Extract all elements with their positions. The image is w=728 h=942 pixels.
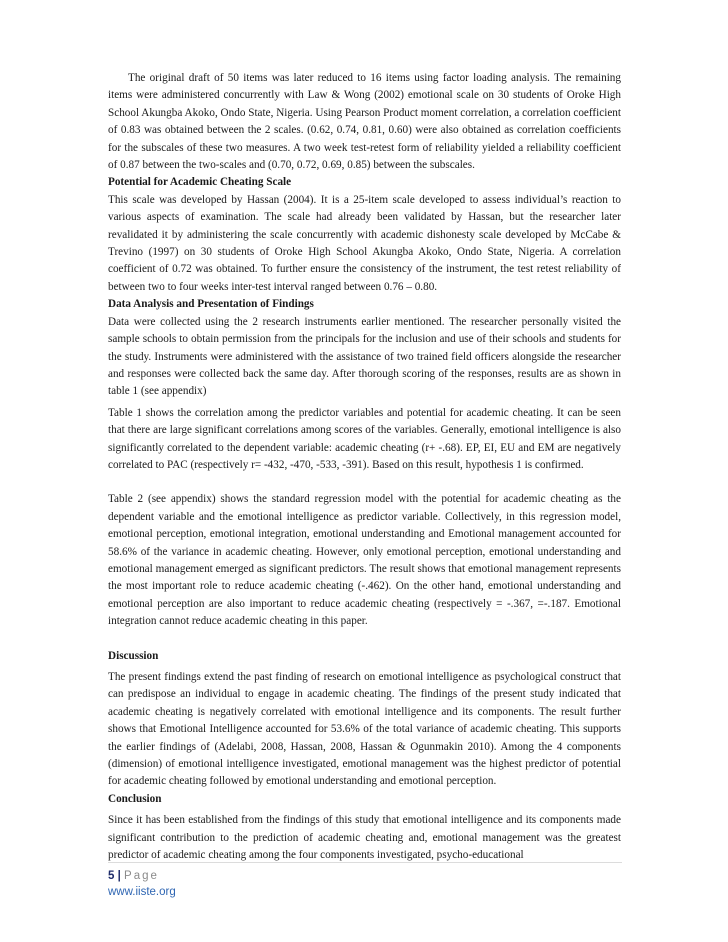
heading-discussion: Discussion: [108, 649, 159, 662]
page-number: 5: [108, 870, 115, 882]
heading-data-analysis: Data Analysis and Presentation of Findings: [108, 298, 314, 311]
heading-academic-cheating-scale: Potential for Academic Cheating Scale: [108, 176, 292, 189]
article-body: [108, 70, 621, 864]
paragraph-pace-scale: This scale was developed by Hassan (2004). It is a 25-item scale developed to assess individual’s reaction to various aspects of examination. The scale had already been validated by Hassan, but the researcher later revalidated it by administering the scale concurrently with academic dishonesty scale developed by McCabe & Trevino (1997) on 30 students of Oroke High School Akungba Akoko, Ondo State, Nigeria. A correlation coefficient of 0.72 was obtained. To further ensure the consistency of the instrument, the test retest reliability of between two to four weeks inter-test interval ranged between 0.76 – 0.80.: [108, 193, 621, 293]
page-indicator: [108, 868, 176, 884]
heading-conclusion: Conclusion: [108, 792, 162, 805]
footer-separator: |: [117, 870, 121, 882]
website-link[interactable]: www.iiste.org: [108, 886, 176, 898]
paragraph-scale-reduction: The original draft of 50 items was later reduced to 16 items using factor loading analysis. The remaining items were administered concurrently with Law & Wong (2002) emotional scale on 30 students of Oroke High School Akungba Akoko, Ondo State, Nigeria. Using Pearson Product moment correlation, a correlation coefficient of 0.83 was obtained between the 2 scales. (0.62, 0.74, 0.81, 0.60) were also obtained as correlation coefficients for the subscales of these two measures. A two week test-retest form of reliability yielded a reliability coefficient of 0.87 between the two-scales and (0.70, 0.72, 0.69, 0.85) between the subscales.: [108, 72, 621, 172]
page-label: Page: [124, 870, 159, 882]
paragraph-table1-results: Table 1 shows the correlation among the predictor variables and potential for academic cheating. It can be seen that there are large significant correlations among scores of the variables. Generally, emotional intelligence is also significantly correlated to the dependent variable: academic cheating (r+ -.68). EP, EI, EU and EM are negatively correlated to PAC (respectively r= -432, -470, -533, -391). Based on this result, hypothesis 1 is confirmed.: [108, 406, 621, 471]
paragraph-data-collection: Data were collected using the 2 research instruments earlier mentioned. The researcher personally visited the sample schools to obtain permission from the principals for the inclusion and use of their schools and students for the study. Instruments were administered with the assistance of two trained field officers alongside the researcher and responses were collected back the same day. After thorough scoring of the responses, results are as shown in table 1 (see appendix): [108, 315, 621, 398]
page-footer: [108, 868, 176, 900]
paragraph-discussion: The present findings extend the past finding of research on emotional intelligence as psychological construct that can predispose an individual to engage in academic cheating. The findings of the present study indicated that academic cheating is negatively correlated with emotional intelligence and its components. The result further shows that Emotional Intelligence accounted for 53.6% of the total variance of academic cheating. This supports the earlier findings of (Adelabi, 2008, Hassan, 2008, Hassan & Ogunmakin 2010). Among the 4 components (dimension) of emotional intelligence investigated, emotional management was the highest predictor of potential for academic cheating followed by emotional understanding and emotional perception.: [108, 671, 621, 788]
paragraph-table2-regression: Table 2 (see appendix) shows the standard regression model with the potential for academic cheating as the dependent variable and the emotional intelligence as predictor variable. Collectively, in this regression model, emotional perception, emotional integration, emotional understanding and Emotional management accounted for 58.6% of the variance in academic cheating. However, only emotional perception, emotional understanding and emotional management emerged as significant predictors. The result shows that emotional management represents the most important role to reduce academic cheating (-.462). On the other hand, emotional understanding and emotional perception are also important to reduce academic cheating (respectively = -.367, =-.187. Emotional integration cannot reduce academic cheating in this paper.: [108, 493, 621, 628]
paragraph-conclusion: Since it has been established from the findings of this study that emotional intelligence and its components made significant contribution to the prediction of academic cheating and, emotional management was the greatest predictor of academic cheating among the four components investigated, psycho-educational: [108, 814, 621, 862]
footer-divider: [108, 862, 622, 863]
